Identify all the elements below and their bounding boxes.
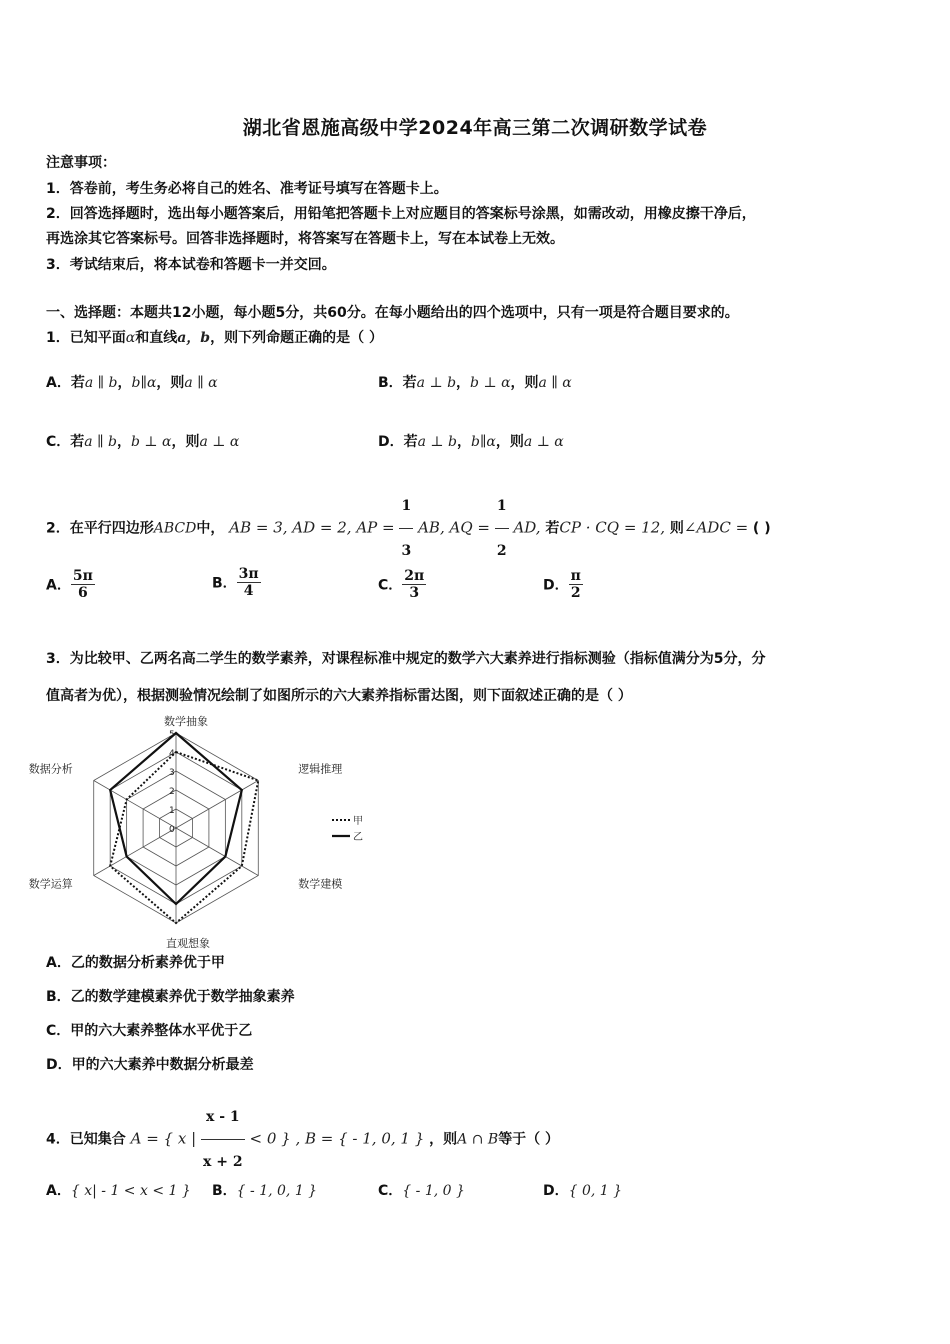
- q4-option-c[interactable]: C．{ - 1, 0 }: [378, 1183, 465, 1199]
- legend-label: 乙: [353, 832, 363, 843]
- radar-axis-label: 数据分析: [28, 762, 73, 776]
- radar-axis-label: 数学建模: [298, 877, 343, 891]
- q2-option-a[interactable]: A． $\frac{5\pi}{6}$: [46, 568, 93, 601]
- q1-option-b[interactable]: B．若a ⊥ b，b ⊥ α，则a ∥ α: [378, 375, 572, 391]
- q1-stem: 1．已知平面α和直线a，b，则下列命题正确的是（ ）: [46, 330, 383, 346]
- q4-option-d[interactable]: D．{ 0, 1 }: [543, 1183, 623, 1199]
- q1-option-d[interactable]: D．若a ⊥ b，b∥α，则a ⊥ α: [378, 434, 564, 450]
- q2-stem: 2．在平行四边形ABCD中， AB = 3, AD = 2, AP = $\frac{1}{3}$ AB, AQ = $\frac{1}{2}$ AD, 若CP · CQ = 12, 则∠ADC = ( ): [46, 484, 771, 573]
- q3-option-d[interactable]: D．甲的六大素养中数据分析最差: [46, 1057, 254, 1073]
- q1-option-a[interactable]: A．若a ∥ b，b∥α，则a ∥ α: [46, 375, 218, 391]
- q2-option-c[interactable]: C． $\frac{2\pi}{3}$: [378, 568, 425, 601]
- radar-tick-label: 4: [169, 749, 175, 759]
- page-title: 湖北省恩施高级中学2024年高三第二次调研数学试卷: [242, 117, 708, 139]
- q3-stem-line1: 3．为比较甲、乙两名高二学生的数学素养，对课程标准中规定的数学六大素养进行指标测验（指标值满分为5分，分: [46, 651, 766, 667]
- legend-label: 甲: [353, 816, 363, 827]
- radar-tick-label: 3: [169, 768, 175, 778]
- q4-option-a[interactable]: A．{ x| - 1 < x < 1 }: [46, 1183, 191, 1199]
- q4-stem: 4．已知集合 A = { x | $\frac{x - 1}{x + 2}$ < 0 } , B = { - 1, 0, 1 } ，则A ∩ B等于（ ）: [46, 1095, 559, 1184]
- q2-option-b[interactable]: B． $\frac{3\pi}{4}$: [212, 566, 259, 599]
- radar-tick-label: 2: [169, 787, 175, 797]
- notice-item: 2．回答选择题时，选出每小题答案后，用铅笔把答题卡上对应题目的答案标号涂黑，如需改动，用橡皮擦干净后，: [46, 206, 756, 222]
- radar-axis-label: 直观想象: [166, 937, 210, 950]
- radar-axis-line: [94, 781, 176, 829]
- radar-axis-line: [94, 828, 176, 876]
- section-heading: 一、选择题：本题共12小题，每小题5分，共60分。在每小题给出的四个选项中，只有一项是符合题目要求的。: [46, 305, 739, 321]
- notice-item: 再选涂其它答案标号。回答非选择题时，将答案写在答题卡上，写在本试卷上无效。: [46, 231, 564, 247]
- notice-item: 1．答卷前，考生务必将自己的姓名、准考证号填写在答题卡上。: [46, 181, 448, 197]
- radar-tick-label: 1: [169, 806, 175, 816]
- radar-axis-label: 数学运算: [28, 877, 73, 891]
- radar-tick-label: 5: [169, 730, 175, 740]
- radar-axis-label: 逻辑推理: [298, 762, 343, 776]
- q4-option-b[interactable]: B．{ - 1, 0, 1 }: [212, 1183, 318, 1199]
- q2-option-d[interactable]: D． $\frac{\pi}{2}$: [543, 568, 581, 601]
- q3-stem-line2: 值高者为优），根据测验情况绘制了如图所示的六大素养指标雷达图，则下面叙述正确的是（ ）: [46, 688, 632, 704]
- radar-chart: [28, 715, 380, 950]
- notice-heading: 注意事项：: [46, 155, 116, 171]
- notice-item: 3．考试结束后，将本试卷和答题卡一并交回。: [46, 257, 336, 273]
- q3-option-b[interactable]: B．乙的数学建模素养优于数学抽象素养: [46, 989, 295, 1005]
- radar-axis-line: [176, 828, 258, 876]
- radar-tick-label: 0: [169, 825, 175, 835]
- q1-option-c[interactable]: C．若a ∥ b，b ⊥ α，则a ⊥ α: [46, 434, 240, 450]
- radar-axis-line: [176, 781, 258, 829]
- q3-option-c[interactable]: C．甲的六大素养整体水平优于乙: [46, 1023, 253, 1039]
- q3-option-a[interactable]: A．乙的数据分析素养优于甲: [46, 955, 225, 971]
- radar-axis-label: 数学抽象: [164, 715, 208, 728]
